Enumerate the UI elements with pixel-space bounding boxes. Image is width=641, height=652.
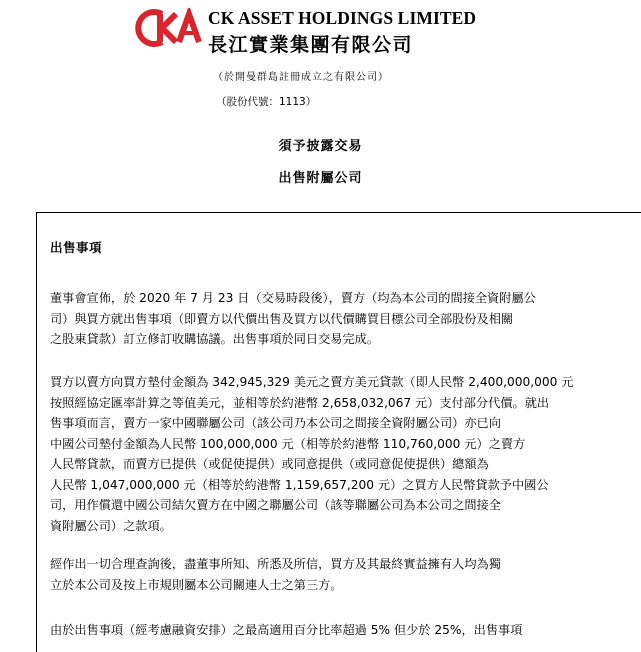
paragraph-line: 經作出一切合理查詢後，盡董事所知、所悉及所信，買方及其最終實益擁有人均為獨 (50, 557, 501, 571)
paragraph-line: 董事會宣佈，於 2020 年 7 月 23 日（交易時段後），賣方（均為本公司的間接全資附屬公 (50, 291, 536, 305)
section-title: 出售事項 (50, 240, 103, 255)
paragraph-line: 司）與買方就出售事項（即賣方以代價出售及買方以代價購買目標公司全部股份及相關 (50, 311, 514, 326)
incorporation-note: （於開曼群島註冊成立之有限公司） (213, 72, 389, 83)
paragraph-line: 人民幣 1,047,000,000 元（相等於約港幣 1,159,657,200 元）之買方人民幣貸款予中國公 (50, 477, 549, 492)
announcement-title-1: 須予披露交易 (278, 139, 363, 154)
paragraph-line: 售事項而言，賣方一家中國聯屬公司（該公司乃本公司之間接全資附屬公司）亦已向 (50, 416, 501, 430)
paragraph-line: 司，用作償還中國公司結欠賣方在中國之聯屬公司（該等聯屬公司為本公司之間接全 (50, 498, 501, 512)
paragraph-line: 立於本公司及按上市規則屬本公司關連人士之第三方。 (50, 577, 343, 592)
paragraph-3 (50, 554, 625, 595)
paragraph-line: 按照經協定匯率計算之等值美元，並相等於約港幣 2,658,032,067 元）支付部分代價。就出 (50, 395, 550, 410)
paragraph-2 (50, 372, 625, 536)
paragraph-line: 由於出售事項（經考慮融資安排）之最高適用百分比率超過 5% 但少於 25%，出售事項 (50, 623, 523, 637)
paragraph-4 (50, 620, 625, 641)
ck-logo-icon (132, 8, 202, 48)
company-name-zh: 長江實業集團有限公司 (208, 34, 414, 56)
announcement-header (0, 0, 641, 200)
paragraph-line: 資附屬公司）之款項。 (50, 518, 172, 533)
paragraph-line: 買方以賣方向買方墊付金額為 342,945,329 美元之賣方美元貸款（即人民幣 2,400,000,000 元 (50, 375, 574, 389)
paragraph-line: 人民幣貸款，而賣方已提供（或促使提供）或同意提供（或同意促使提供）總額為 (50, 457, 489, 471)
paragraph-line: 之股東貸款）訂立修訂收購協議。出售事項於同日交易完成。 (50, 332, 380, 346)
paragraph-line: 中國公司墊付金額為人民幣 100,000,000 元（相等於約港幣 110,760,000 元）之賣方 (50, 436, 526, 451)
paragraph-1 (50, 288, 625, 350)
company-name-en: CK ASSET HOLDINGS LIMITED (208, 8, 477, 28)
stock-code: （股份代號：1113） (216, 96, 317, 108)
announcement-title-2: 出售附屬公司 (278, 171, 363, 186)
